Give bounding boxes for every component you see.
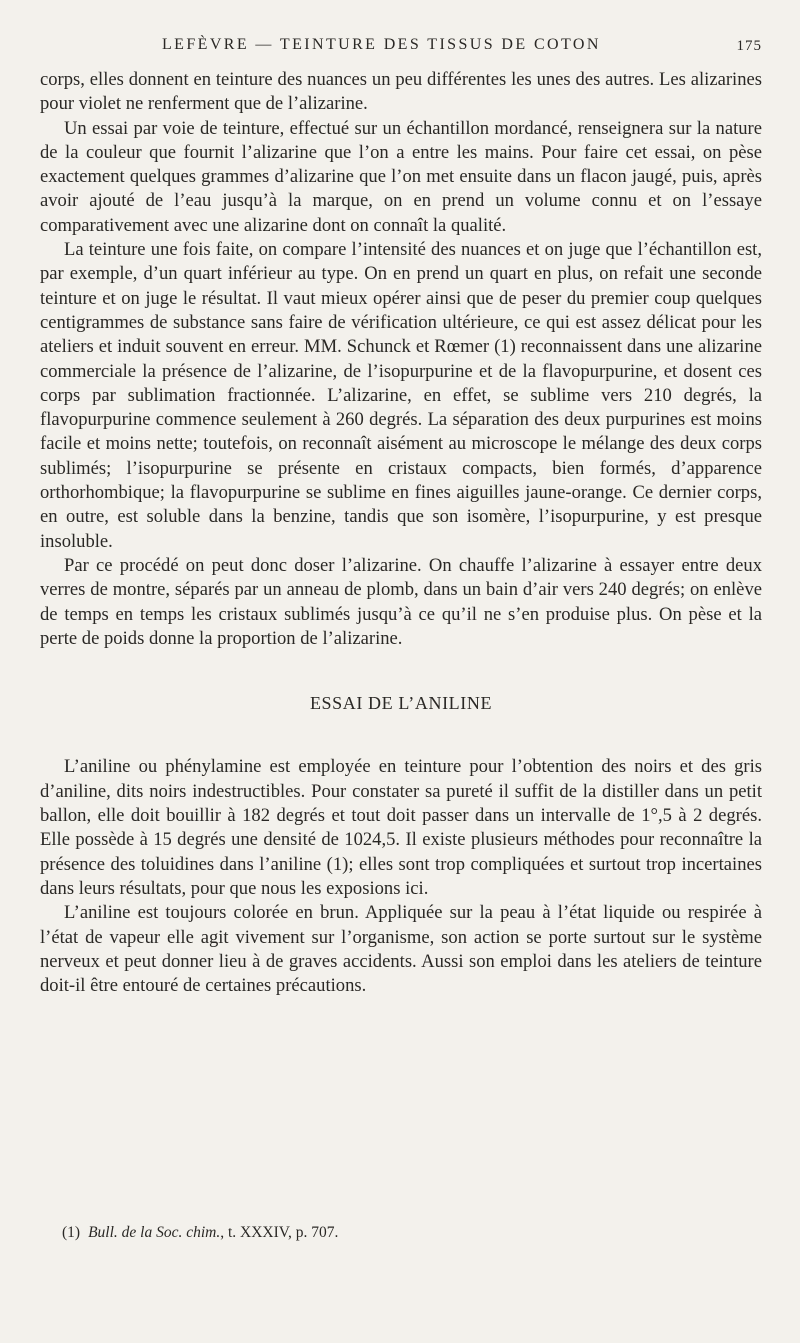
footnote-journal: Bull. de la Soc. chim. [88,1224,221,1241]
paragraph: Par ce procédé on peut donc doser l’alizarine. On chauffe l’alizarine à essayer entre deux verres de montre, séparés par un anneau de plomb, dans un bain d’air vers 240 degrés; on enlève de temps en temps les cristaux sublimés jusqu’à ce qu’il ne s’en produise plus. On pèse et la perte de poids donne la proportion de l’alizarine. [40,554,762,649]
paragraph: L’aniline ou phénylamine est employée en teinture pour l’obtention des noirs et des gris d’aniline, dits noirs indestructibles. Pour constater sa pureté il suffit de la distiller dans un petit ballon, elle doit bouillir à 182 degrés et tout doit passer dans un intervalle de 1°,5 à 2 degrés. Elle possède à 15 degrés une densité de 1024,5. Il existe plusieurs méthodes pour reconnaître la présence des toluidines dans l’aniline (1); elles sont trop compliquées et surtout trop incertaines dans leurs résultats, pour que nous les exposions ici. [40,756,762,899]
paragraph: Un essai par voie de teinture, effectué sur un échantillon mordancé, renseignera sur la nature de la couleur que fournit l’alizarine que l’on a entre les mains. Pour faire cet essai, on pèse exactement quelques grammes d’alizarine que l’on met ensuite dans un flacon jaugé, puis, après avoir ajouté de l’eau jusqu’à la marque, on en prend un volume connu et on l’essaye comparativement avec une alizarine dont on connaît la qualité. [40,117,762,236]
paragraph: corps, elles donnent en teinture des nuances un peu différentes les unes des autres. Les alizarines pour violet ne renferment que de l’alizarine. [40,69,762,115]
paragraph: La teinture une fois faite, on compare l’intensité des nuances et on juge que l’échantillon est, par exemple, d’un quart inférieur au type. On en prend un quart en plus, on refait une seconde teinture et on juge le résultat. Il vaut mieux opérer ainsi que de peser du premier coup quelques centigrammes de substance sans faire de vérification ultérieure, ce qui est assez délicat pour les ateliers et induit souvent en erreur. MM. Schunck et Rœmer (1) reconnaissent dans une alizarine commerciale la présence de l’alizarine, de l’isopurpurine et de la flavopurpurine, et dosent ces corps par sublimation fractionnée. L’alizarine, en effet, se sublime vers 210 degrés, la flavopurpurine commence seulement à 260 degrés. La séparation des deux purpurines est moins facile et moins nette; toutefois, on reconnaît aisément au microscope le mélange des deux corps sublimés; l’isopurpurine se présente en cristaux compacts, bien formés, d’apparence orthorhombique; la flavopurpurine se sublime en fines aiguilles jaune-orange. Ce dernier corps, en outre, est soluble dans la benzine, tandis que son isomère, l’isopurpurine, y est presque insoluble. [40,239,762,552]
running-head [40,30,762,60]
section-title: ESSAI DE L’ANILINE [309,693,493,714]
page-number: 175 [736,38,762,54]
footnote [62,1224,338,1242]
paragraph: L’aniline est toujours colorée en brun. Appliquée sur la peau à l’état liquide ou respirée à l’état de vapeur elle agit vivement sur l’organisme, son action se porte surtout sur le système nerveux et peut donner lieu à de graves accidents. Aussi son emploi dans les ateliers de teinture doit-il être entouré de certaines précautions. [40,902,762,997]
running-title: LEFÈVRE — TEINTURE DES TISSUS DE COTON [162,36,601,53]
page [40,30,762,998]
footnote-marker: (1) [62,1224,81,1241]
footnote-details: , t. XXXIV, p. 707. [220,1224,339,1241]
body-text [40,68,762,998]
